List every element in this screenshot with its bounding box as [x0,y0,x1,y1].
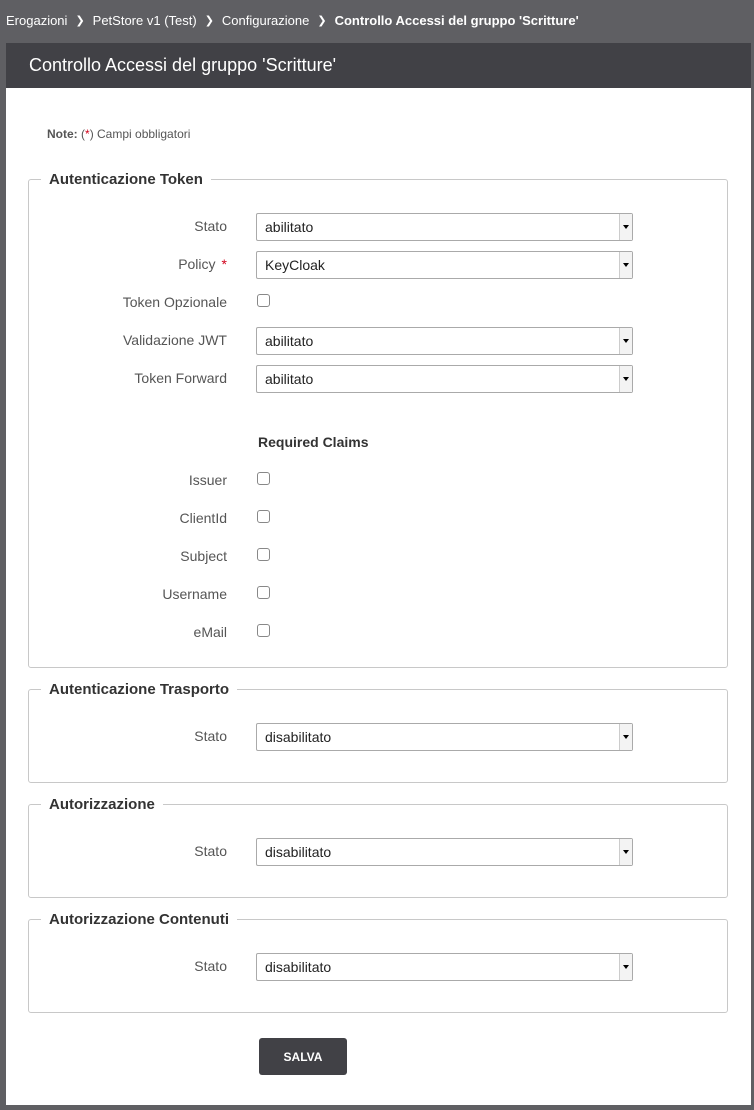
breadcrumb-item-petstore[interactable]: PetStore v1 (Test) [92,12,197,28]
claim-username-checkbox[interactable] [257,586,270,599]
row-claim-subject [29,543,727,573]
dropdown-arrow-icon [619,954,632,980]
row-claim-email [29,619,727,649]
section-token-auth-legend: Autenticazione Token [49,171,203,188]
transport-stato-select[interactable] [256,723,633,751]
authorization-stato-select[interactable] [256,838,633,866]
claim-email-checkbox[interactable] [257,624,270,637]
dropdown-arrow-icon [619,839,632,865]
validazione-jwt-value: abilitato [265,333,314,349]
token-opzionale-label: Token Opzionale [122,294,227,310]
claim-clientid-label: ClientId [179,510,227,526]
token-stato-value: abilitato [265,219,314,235]
validazione-jwt-select[interactable] [256,327,633,355]
claim-clientid-checkbox[interactable] [257,510,270,523]
note-text: ) Campi obbligatori [89,127,191,141]
row-authorization-stato [29,838,727,868]
token-stato-select[interactable] [256,213,633,241]
token-policy-label [178,251,227,281]
content-authorization-stato-value: disabilitato [265,959,332,975]
token-forward-select[interactable] [256,365,633,393]
breadcrumb-item-erogazioni[interactable]: Erogazioni [6,12,68,28]
section-authorization-legend: Autorizzazione [49,796,155,813]
page-title: Controllo Accessi del gruppo 'Scritture' [6,43,751,88]
required-claims-heading: Required Claims [258,434,369,450]
claim-subject-checkbox[interactable] [257,548,270,561]
required-star-icon: * [221,256,227,272]
breadcrumb-item-configurazione[interactable]: Configurazione [221,12,310,28]
dropdown-arrow-icon [619,724,632,750]
note-label: Note: [47,127,78,141]
dropdown-arrow-icon [619,328,632,354]
row-token-stato [29,213,727,243]
breadcrumb [0,0,754,40]
save-button[interactable]: SALVA [259,1038,347,1075]
dropdown-arrow-icon [619,214,632,240]
token-stato-label: Stato [194,218,227,234]
claim-issuer-label: Issuer [188,472,227,488]
section-authorization [28,796,728,898]
token-policy-select[interactable] [256,251,633,279]
dropdown-arrow-icon [619,252,632,278]
token-policy-value: KeyCloak [265,257,325,273]
chevron-right-icon: ❯ [75,14,85,27]
token-opzionale-checkbox[interactable] [257,294,270,307]
validazione-jwt-label: Validazione JWT [122,332,227,348]
row-content-authorization-stato [29,953,727,983]
row-validazione-jwt [29,327,727,357]
row-token-forward [29,365,727,395]
row-claim-username [29,581,727,611]
chevron-right-icon: ❯ [204,14,214,27]
row-token-policy [29,251,727,281]
section-transport-auth-legend: Autenticazione Trasporto [49,681,230,698]
authorization-stato-value: disabilitato [265,844,332,860]
claim-username-label: Username [162,586,227,602]
claim-subject-label: Subject [180,548,227,564]
note-prefix: ( [81,127,86,141]
required-star-icon: * [85,127,90,141]
content-authorization-stato-select[interactable] [256,953,633,981]
breadcrumb-current: Controllo Accessi del gruppo 'Scritture' [334,12,579,28]
token-forward-value: abilitato [265,371,314,387]
section-token-auth [28,171,728,668]
authorization-stato-label: Stato [194,843,227,859]
claim-issuer-checkbox[interactable] [257,472,270,485]
content-authorization-stato-label: Stato [194,958,227,974]
row-claim-issuer [29,467,727,497]
main-panel [6,43,751,1105]
row-claim-clientid [29,505,727,535]
transport-stato-value: disabilitato [265,729,332,745]
token-forward-label: Token Forward [134,370,227,386]
section-content-authorization [28,911,728,1013]
required-note [47,127,190,141]
transport-stato-label: Stato [194,728,227,744]
row-token-opzionale [29,289,727,319]
dropdown-arrow-icon [619,366,632,392]
section-content-authorization-legend: Autorizzazione Contenuti [49,911,229,928]
token-policy-label-text: Policy [178,256,216,272]
chevron-right-icon: ❯ [317,14,327,27]
row-transport-stato [29,723,727,753]
claim-email-label: eMail [193,624,227,640]
section-transport-auth [28,681,728,783]
